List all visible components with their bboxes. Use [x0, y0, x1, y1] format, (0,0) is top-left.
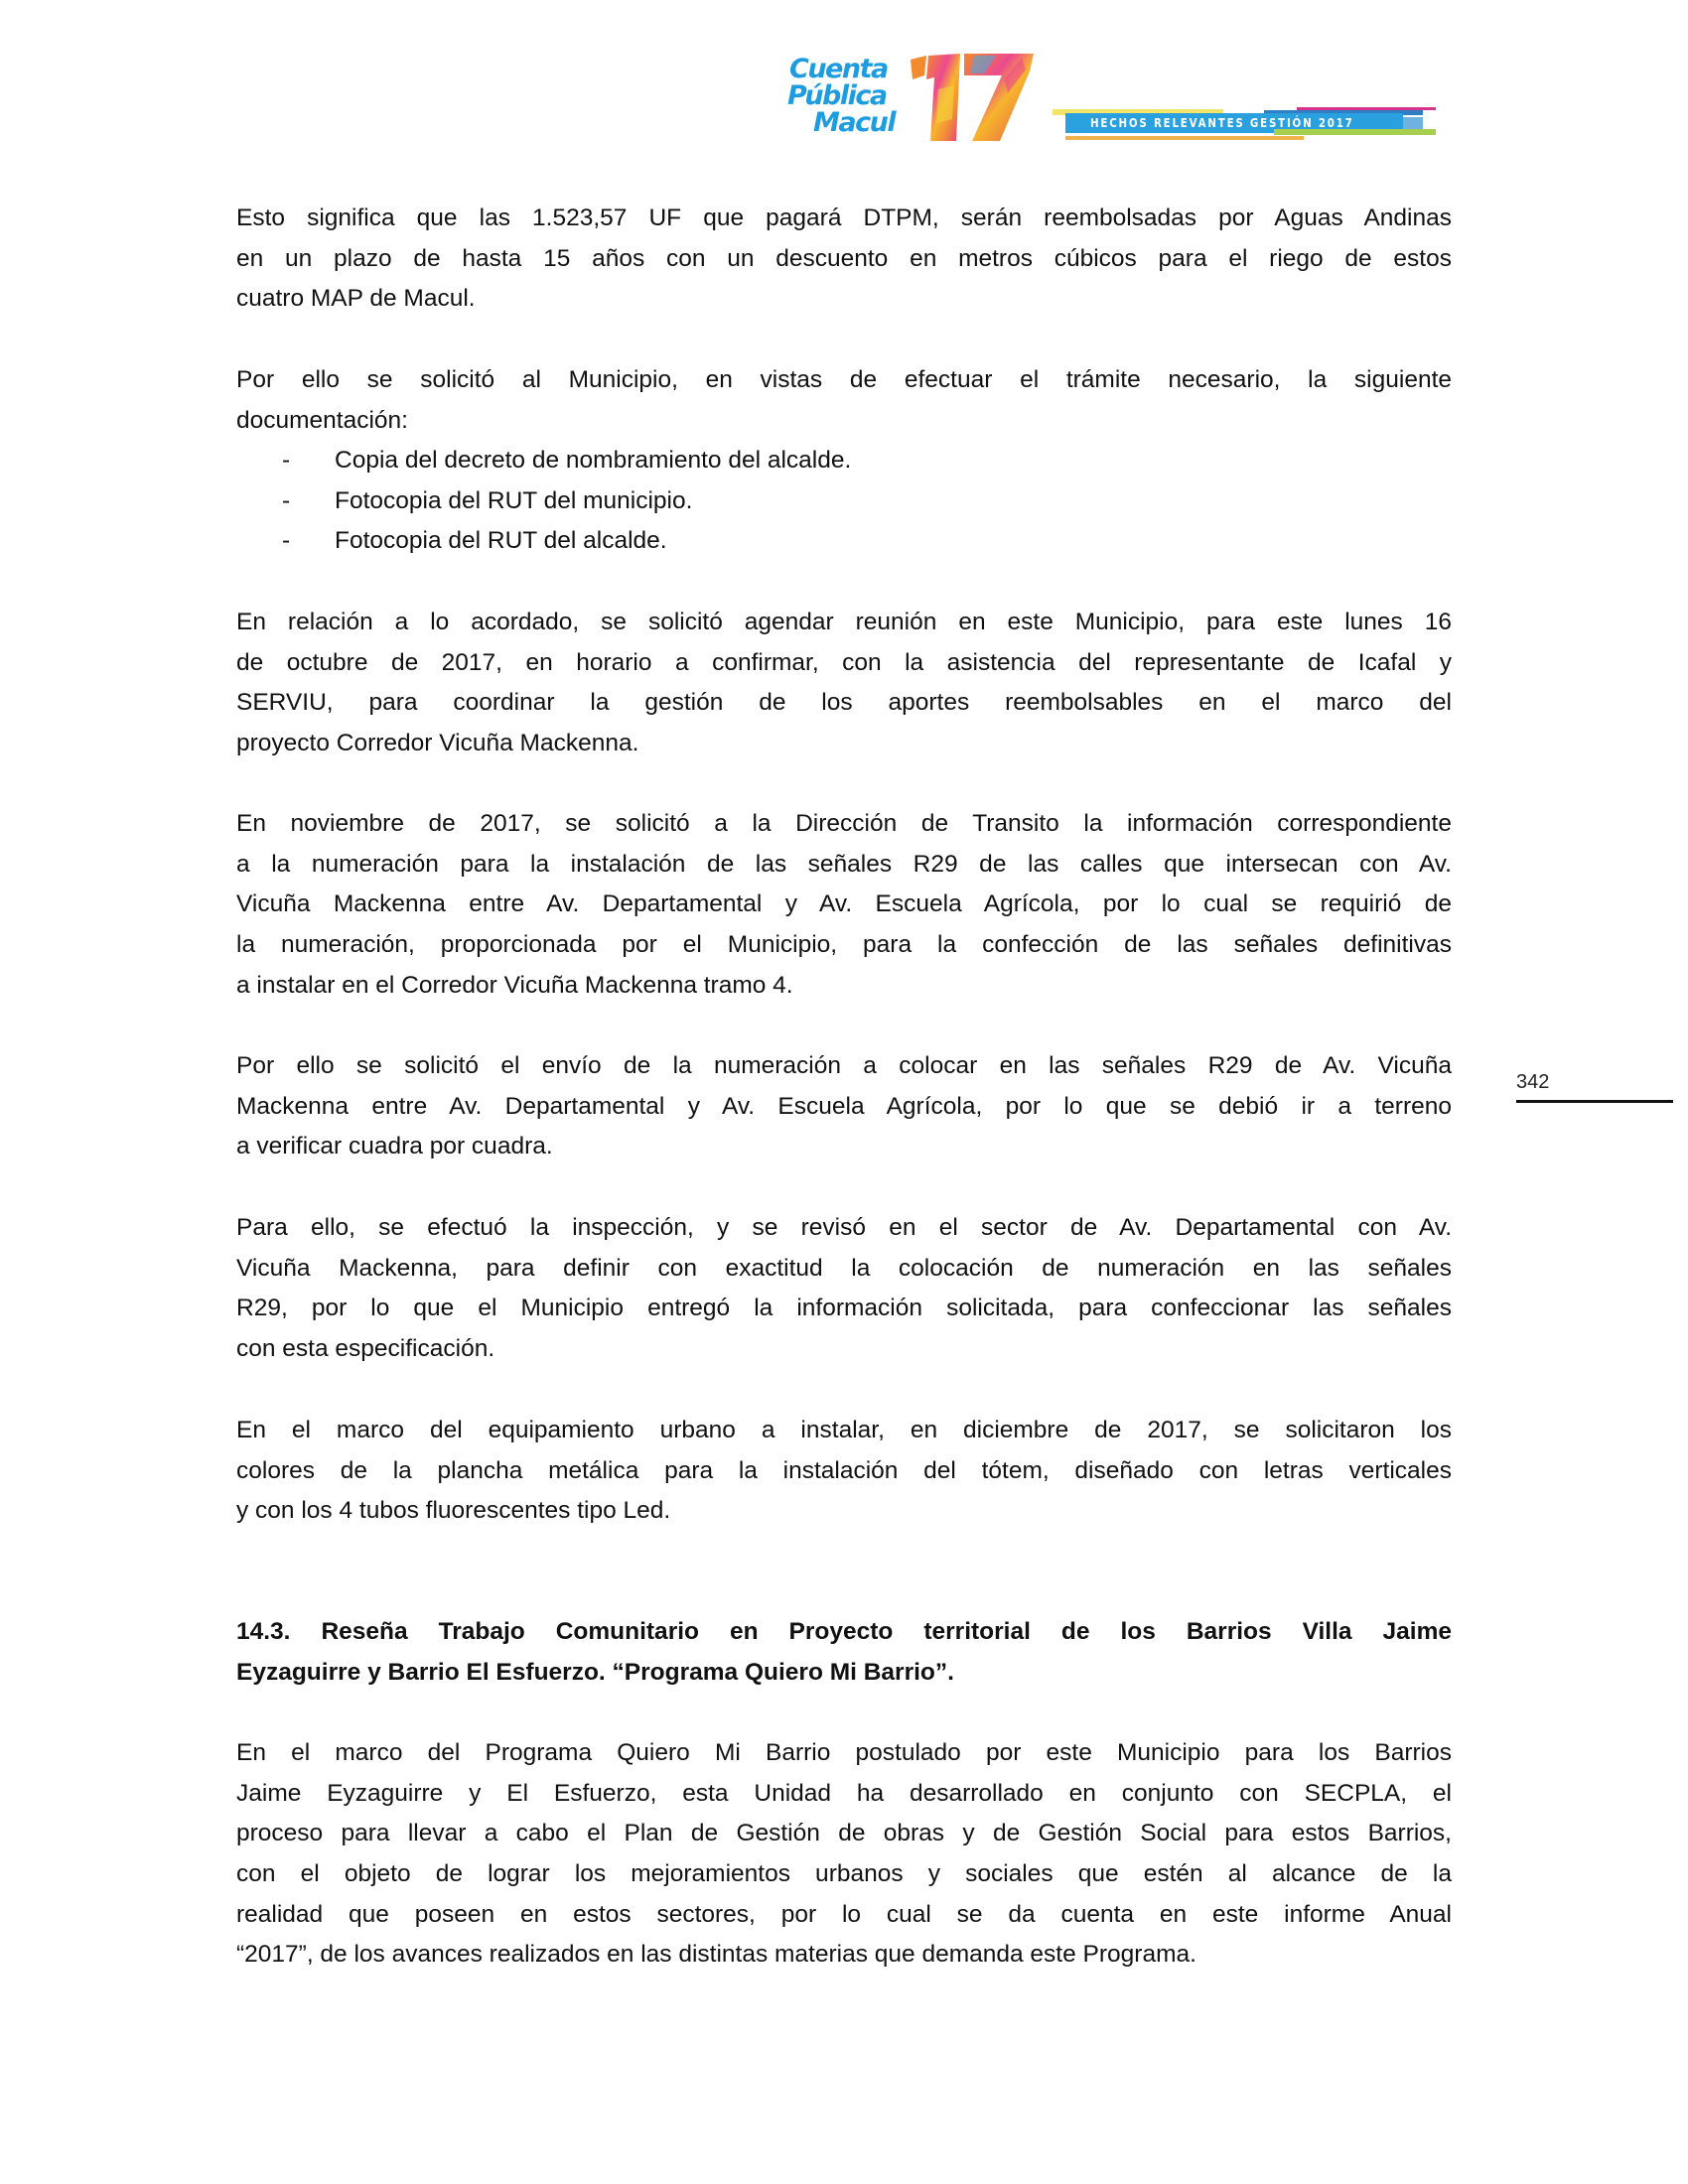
paragraph-inspeccion: [236, 1208, 1452, 1370]
text-line: documentación:: [236, 406, 408, 434]
text-line: Por ello se solicitó al Municipio, en vistas de efectuar el trámite necesario, la siguiente: [236, 366, 1452, 393]
heading-line: 14.3. Reseña Trabajo Comunitario en Proyecto territorial de los Barrios Villa Jaime: [236, 1618, 1452, 1645]
text-line: realidad que poseen en estos sectores, por lo cual se da cuenta en este informe Anual: [236, 1900, 1452, 1928]
text-line: a instalar en el Corredor Vicuña Mackenna tramo 4.: [236, 971, 793, 999]
text-line: y con los 4 tubos fluorescentes tipo Led.: [236, 1497, 671, 1525]
text-line: En relación a lo acordado, se solicitó agendar reunión en este Municipio, para este lunes 16: [236, 609, 1452, 635]
logo-year-17-graphic: [905, 50, 1038, 145]
paragraph-equipamiento: [236, 1411, 1452, 1532]
text-line: Jaime Eyzaguirre y El Esfuerzo, esta Unidad ha desarrollado en conjunto con SECPLA, el: [236, 1779, 1452, 1807]
text-line: Vicuña Mackenna entre Av. Departamental y Av. Escuela Agrícola, por lo cual se requirió de: [236, 890, 1452, 918]
text-line: En el marco del Programa Quiero Mi Barrio postulado por este Municipio para los Barrios: [236, 1739, 1452, 1766]
list-item: [236, 441, 1452, 481]
paragraph-documentacion: [236, 360, 1452, 441]
text-line: colores de la plancha metálica para la instalación del tótem, diseñado con letras verticales: [236, 1456, 1452, 1484]
bullet-dash: -: [282, 527, 291, 555]
section-heading-14-3: [236, 1612, 1452, 1693]
list-item-text: Fotocopia del RUT del alcalde.: [335, 527, 667, 555]
logo-apostrophe: [911, 56, 926, 79]
paragraph-reembolso: [236, 199, 1452, 320]
text-line: R29, por lo que el Municipio entregó la información solicitada, para confeccionar las señales: [236, 1295, 1452, 1322]
text-line: con el objeto de lograr los mejoramientos urbanos y sociales que estén al alcance de la: [236, 1860, 1452, 1888]
text-line: Mackenna entre Av. Departamental y Av. Escuela Agrícola, por lo que se debió ir a terreno: [236, 1092, 1452, 1120]
text-line: SERVIU, para coordinar la gestión de los aportes reembolsables en el marco del: [236, 689, 1452, 717]
header-banner: [1051, 103, 1440, 143]
text-line: la numeración, proporcionada por el Municipio, para la confección de las señales definitivas: [236, 931, 1452, 959]
text-line: a verificar cuadra por cuadra.: [236, 1133, 553, 1160]
logo-word-publica: Pública: [787, 80, 887, 111]
text-line: En noviembre de 2017, se solicitó a la Dirección de Transito la información correspondiente: [236, 810, 1452, 837]
logo-word-cuenta: Cuenta: [789, 54, 888, 84]
documentation-list: [236, 441, 1452, 562]
bullet-dash: -: [282, 447, 291, 474]
text-line: “2017”, de los avances realizados en las distintas materias que demanda este Programa.: [236, 1941, 1196, 1969]
list-item-text: Copia del decreto de nombramiento del alcalde.: [335, 447, 852, 474]
text-line: Por ello se solicitó el envío de la numeración a colocar en las señales R29 de Av. Vicuña: [236, 1052, 1452, 1079]
cuenta-publica-logo: [789, 56, 1038, 143]
text-line: proyecto Corredor Vicuña Mackenna.: [236, 730, 639, 757]
banner-title: HECHOS RELEVANTES GESTIÓN 2017: [1090, 115, 1354, 130]
banner-stripe-orange: [1065, 136, 1304, 140]
text-line: a la numeración para la instalación de las señales R29 de las calles que intersecan con Av.: [236, 850, 1452, 878]
bullet-dash: -: [282, 486, 291, 514]
page-number: 342: [1516, 1071, 1550, 1093]
text-line: Esto significa que las 1.523,57 UF que pagará DTPM, serán reembolsadas por Aguas Andinas: [236, 205, 1452, 231]
list-item-text: Fotocopia del RUT del municipio.: [335, 486, 693, 514]
paragraph-quiero-mi-barrio: [236, 1733, 1452, 1976]
text-line: Vicuña Mackenna, para definir con exactitud la colocación de numeración en las señales: [236, 1254, 1452, 1282]
heading-line: Eyzaguirre y Barrio El Esfuerzo. “Programa Quiero Mi Barrio”.: [236, 1658, 954, 1686]
logo-word-macul: Macul: [813, 107, 896, 138]
text-line: en un plazo de hasta 15 años con un descuento en metros cúbicos para el riego de estos: [236, 244, 1452, 272]
text-line: de octubre de 2017, en horario a confirmar, con la asistencia del representante de Icafal y: [236, 648, 1452, 676]
paragraph-reunion: [236, 603, 1452, 764]
text-line: En el marco del equipamiento urbano a instalar, en diciembre de 2017, se solicitaron los: [236, 1417, 1452, 1443]
text-line: con esta especificación.: [236, 1335, 495, 1363]
paragraph-envio-numeracion: [236, 1046, 1452, 1167]
paragraph-noviembre: [236, 804, 1452, 1006]
list-item: [236, 521, 1452, 562]
text-line: cuatro MAP de Macul.: [236, 285, 476, 313]
text-line: proceso para llevar a cabo el Plan de Gestión de obras y de Gestión Social para estos Barrios,: [236, 1820, 1452, 1847]
list-item: [236, 481, 1452, 522]
page-number-rule: [1516, 1100, 1673, 1103]
text-line: Para ello, se efectuó la inspección, y se revisó en el sector de Av. Departamental con Av.: [236, 1214, 1452, 1241]
